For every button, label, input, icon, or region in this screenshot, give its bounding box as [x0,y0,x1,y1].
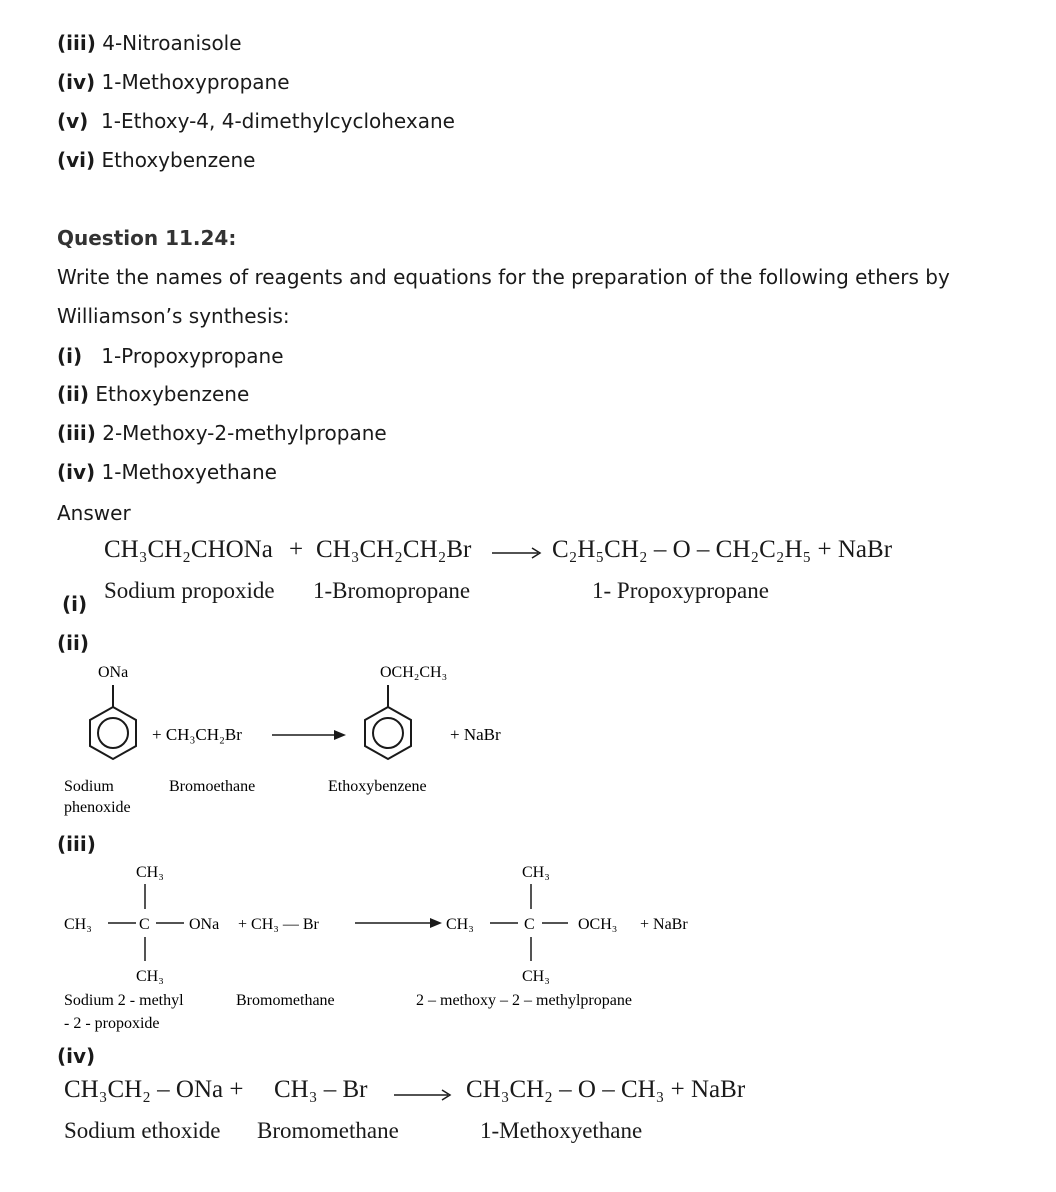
methyl-bottom: CH₃ [136,968,164,985]
item-number: (iii) [57,421,96,445]
item-text: 1-Methoxypropane [101,70,290,94]
question-item [57,460,277,484]
carbon: C [524,916,535,933]
methyl-bottom: CH₃ [522,968,550,985]
item-number: (i) [57,344,83,368]
byproduct: + NaBr [640,916,688,933]
reactant-2: CH₃CH₂CH₂Br [316,536,472,563]
sodium-oxide-group: ONa [189,916,220,933]
reagent: + CH₃ — Br [238,916,319,933]
question-item [57,382,249,406]
reactant-2-name: Bromomethane [257,1118,399,1143]
item-number: (iv) [57,460,96,484]
item-text: 1-Methoxyethane [101,460,277,484]
prev-list-item [57,148,255,172]
question-text: Williamson’s synthesis: [57,304,290,328]
prev-list-item [57,31,242,55]
item-text: 4-Nitroanisole [102,31,242,55]
product-name: 1- Propoxypropane [592,578,769,603]
item-text: Ethoxybenzene [101,148,256,172]
product-name: Ethoxybenzene [328,778,427,795]
reactant-1-name: phenoxide [64,799,131,816]
reactant-1-name: Sodium 2 - methyl [64,992,184,1009]
reaction-arrow [390,1082,458,1106]
part-number: (iii) [57,832,96,856]
tert-butoxide-reaction-diagram [50,855,730,1035]
byproduct: + NaBr [450,725,501,744]
benzene-ring-icon [90,707,136,759]
item-text: 1-Propoxypropane [101,344,284,368]
reaction-arrow [490,540,546,564]
question-text: Write the names of reagents and equations for the preparation of the following ethers by [57,265,950,289]
prev-list-item [57,70,290,94]
item-number: (v) [57,109,89,133]
reactant-1-name: Sodium ethoxide [64,1118,221,1143]
methyl-top: CH₃ [522,864,550,881]
methyl-left: CH₃ [64,916,92,933]
item-text: 2-Methoxy-2-methylpropane [102,421,387,445]
reactant-1: CH₃CH₂ – ONa + [64,1076,244,1103]
product: CH₃CH₂ – O – CH₃ + NaBr [466,1076,746,1103]
product-name: 1-Methoxyethane [480,1118,643,1143]
reactant-2-name: Bromoethane [169,778,256,795]
reactant-2-name: Bromomethane [236,992,335,1009]
benzene-reaction-diagram [40,655,560,825]
reagent: + CH₃CH₂Br [152,725,242,744]
item-number: (ii) [57,382,89,406]
plus-sign: + [289,536,304,563]
reactant-2-name: 1-Bromopropane [313,578,471,603]
item-number: (iv) [57,70,96,94]
reactant-1-name: Sodium [64,778,114,795]
question-item [57,421,387,445]
part-number: (iv) [57,1044,96,1068]
methoxy-group: OCH₃ [578,916,618,933]
reactant-1: CH₃CH₂CHONa [104,536,273,563]
ethoxy-substituent: OCH₂CH₃ [380,664,448,681]
methyl-top: CH₃ [136,864,164,881]
item-number: (iii) [57,31,96,55]
product: C₂H₅CH₂ – O – CH₂C₂H₅ + NaBr [552,536,893,563]
prev-list-item [57,109,455,133]
answer-label: Answer [57,501,131,525]
reaction-arrow [355,918,442,928]
reactant-2: CH₃ – Br [274,1076,368,1103]
item-number: (vi) [57,148,96,172]
carbon: C [139,916,150,933]
product-name: 2 – methoxy – 2 – methylpropane [416,992,632,1009]
part-number: (i) [62,592,88,616]
reaction-arrow [272,730,346,740]
item-text: Ethoxybenzene [95,382,250,406]
reactant-1-name: Sodium propoxide [104,578,275,603]
methyl-left: CH₃ [446,916,474,933]
question-item [57,344,284,368]
phenoxide-substituent: ONa [98,664,129,681]
question-title: Question 11.24: [57,226,237,250]
benzene-ring-icon [365,707,411,759]
reactant-1-name: - 2 - propoxide [64,1015,160,1032]
item-text: 1-Ethoxy-4, 4-dimethylcyclohexane [101,109,455,133]
part-number: (ii) [57,631,89,655]
